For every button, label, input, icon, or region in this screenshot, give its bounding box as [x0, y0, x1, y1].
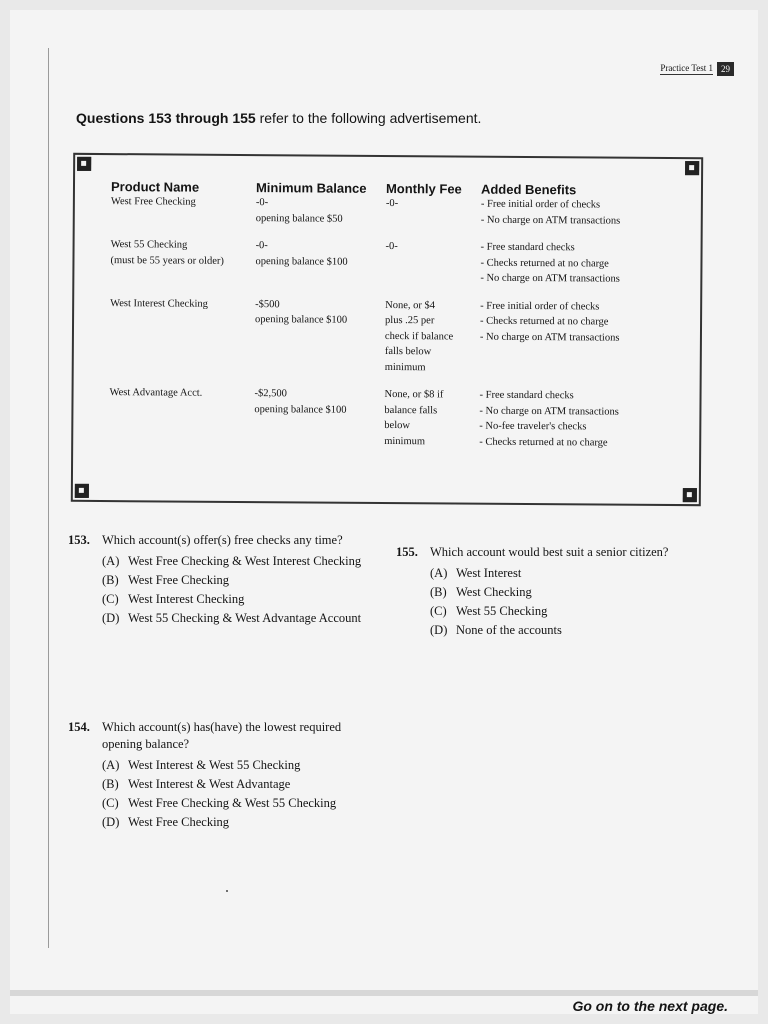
table-cell-min [256, 195, 386, 227]
cell-line: plus .25 per [385, 314, 435, 327]
cell-line: -$2,500 [254, 388, 287, 400]
cell-line: balance falls [384, 404, 438, 416]
table-cell-fee [385, 239, 480, 286]
cell-line: - Checks returned at no charge [480, 315, 609, 328]
cell-line: (must be 55 years or older) [110, 254, 224, 267]
stray-mark [226, 890, 228, 892]
choice-letter: (B) [102, 777, 119, 791]
cell-line: -0- [385, 240, 398, 253]
cell-line: check if balance [384, 330, 454, 342]
cell-line: - No charge on ATM transactions [479, 331, 620, 344]
choice-text: West 55 Checking [456, 604, 548, 618]
intro-question-range: Questions 153 through 155 [76, 110, 256, 126]
question-number: 153. [68, 533, 90, 547]
cell-line: West Interest Checking [110, 297, 208, 310]
answer-choice [102, 814, 368, 831]
choice-letter: (A) [430, 566, 448, 580]
answer-choice [430, 622, 696, 639]
header-added-benefits: Added Benefits [480, 181, 577, 198]
cell-line: - Checks returned at no charge [479, 436, 608, 449]
question-stem [68, 532, 368, 549]
cell-line: - Free initial order of checks [480, 198, 601, 211]
question-153 [68, 532, 368, 629]
choice-letter: (A) [102, 758, 120, 772]
question-stem [396, 544, 696, 561]
table-cell-benefits [480, 240, 700, 288]
cell-line: -0- [255, 197, 269, 209]
table-cell-benefits [479, 388, 699, 452]
cell-line: - Free standard checks [480, 241, 575, 254]
answer-choice [102, 553, 368, 570]
question-number: 155. [396, 545, 418, 559]
answer-choice [102, 795, 368, 812]
choice-letter: (C) [102, 592, 119, 606]
section-label: Practice Test 1 [660, 63, 713, 73]
table-cell-name [110, 237, 255, 285]
page-number: 29 [717, 62, 734, 76]
page-header [660, 62, 734, 76]
page-footer [10, 990, 758, 1020]
cell-line: - No charge on ATM transactions [480, 214, 621, 227]
cell-line: -$500 [255, 298, 280, 310]
cell-line: below [384, 419, 411, 432]
choice-text: West Free Checking [128, 815, 230, 829]
choice-letter: (C) [102, 796, 119, 810]
answer-choice [430, 565, 696, 582]
cell-line: opening balance $100 [254, 403, 347, 416]
table-cell-name [109, 385, 254, 448]
table-row [109, 385, 699, 451]
test-page [10, 10, 758, 1014]
answer-choices [102, 553, 368, 627]
header-product-name: Product Name [110, 179, 200, 195]
answer-choice [102, 776, 368, 793]
table-cell-benefits [480, 298, 701, 377]
question-text: Which account would best suit a senior citizen? [430, 545, 669, 559]
table-cell-min [254, 386, 384, 449]
choice-text: West Free Checking [128, 573, 230, 587]
question-stem [68, 719, 368, 753]
corner-mark-icon [683, 488, 697, 502]
answer-choices [430, 565, 696, 639]
table-cell-min [255, 238, 385, 285]
choice-letter: (B) [102, 573, 119, 587]
cell-line: - Free initial order of checks [480, 300, 600, 312]
header-monthly-fee: Monthly Fee [385, 180, 462, 197]
choice-text: None of the accounts [456, 623, 562, 637]
table-cell-fee [386, 196, 481, 228]
cell-line: -0- [255, 240, 268, 252]
cell-line: opening balance $50 [255, 212, 343, 225]
question-155 [396, 544, 696, 641]
binding-margin-line [48, 48, 49, 948]
answer-choice [102, 757, 368, 774]
choice-letter: (B) [430, 585, 447, 599]
table-cell-fee [385, 297, 481, 375]
corner-mark-icon [75, 484, 89, 498]
question-text: Which account(s) has(have) the lowest required opening balance? [102, 720, 342, 751]
cell-line: - Checks returned at no charge [480, 257, 609, 270]
choice-text: West Free Checking & West Interest Checking [128, 554, 362, 568]
cell-line: - No-fee traveler's checks [479, 420, 587, 433]
choice-letter: (D) [430, 623, 448, 637]
corner-mark-icon [77, 157, 91, 171]
cell-line: None, or $4 [385, 299, 436, 311]
answer-choice [102, 572, 368, 589]
question-number: 154. [68, 720, 90, 734]
answer-choice [430, 603, 696, 620]
cell-line: minimum [384, 435, 426, 447]
choice-text: West Free Checking & West 55 Checking [128, 796, 337, 810]
choice-text: West 55 Checking & West Advantage Account [128, 611, 362, 625]
table-row [110, 296, 701, 378]
answer-choice [430, 584, 696, 601]
account-table [109, 179, 701, 451]
corner-mark-icon [685, 161, 699, 175]
cell-line: minimum [384, 361, 426, 373]
cell-line: - Free standard checks [479, 389, 574, 402]
answer-choice [102, 591, 368, 608]
choice-text: West Interest & West Advantage [128, 777, 291, 791]
cell-line: -0- [385, 197, 399, 210]
cell-line: None, or $8 if [384, 388, 444, 401]
question-text: Which account(s) offer(s) free checks any time? [102, 533, 343, 547]
cell-line: West Advantage Acct. [109, 387, 203, 399]
choice-letter: (D) [102, 815, 120, 829]
table-cell-name [111, 194, 256, 226]
header-minimum-balance: Minimum Balance [255, 180, 367, 196]
table-row [110, 237, 700, 288]
cell-line: falls below [384, 345, 432, 358]
next-page-note: Go on to the next page. [572, 998, 728, 1014]
advertisement-box [71, 153, 703, 506]
table-cell-fee [384, 387, 479, 450]
cell-line: opening balance $100 [255, 255, 348, 268]
choice-letter: (A) [102, 554, 120, 568]
answer-choices [102, 757, 368, 831]
choice-text: West Interest [456, 566, 522, 580]
choice-letter: (D) [102, 611, 120, 625]
table-cell-benefits [481, 197, 701, 230]
question-intro [76, 110, 481, 126]
intro-text: refer to the following advertisement. [255, 110, 482, 126]
choice-letter: (C) [430, 604, 447, 618]
cell-line: - No charge on ATM transactions [479, 405, 619, 418]
cell-line: opening balance $100 [255, 314, 348, 326]
choice-text: West Checking [456, 585, 532, 599]
choice-text: West Interest & West 55 Checking [128, 758, 301, 772]
table-cell-name [110, 296, 256, 375]
cell-line: West Free Checking [110, 196, 196, 208]
question-154 [68, 719, 368, 833]
table-body [109, 194, 701, 451]
cell-line: West 55 Checking [110, 239, 188, 251]
answer-choice [102, 610, 368, 627]
choice-text: West Interest Checking [128, 592, 245, 606]
cell-line: - No charge on ATM transactions [480, 272, 620, 285]
table-cell-min [255, 297, 386, 375]
table-row [111, 194, 701, 229]
